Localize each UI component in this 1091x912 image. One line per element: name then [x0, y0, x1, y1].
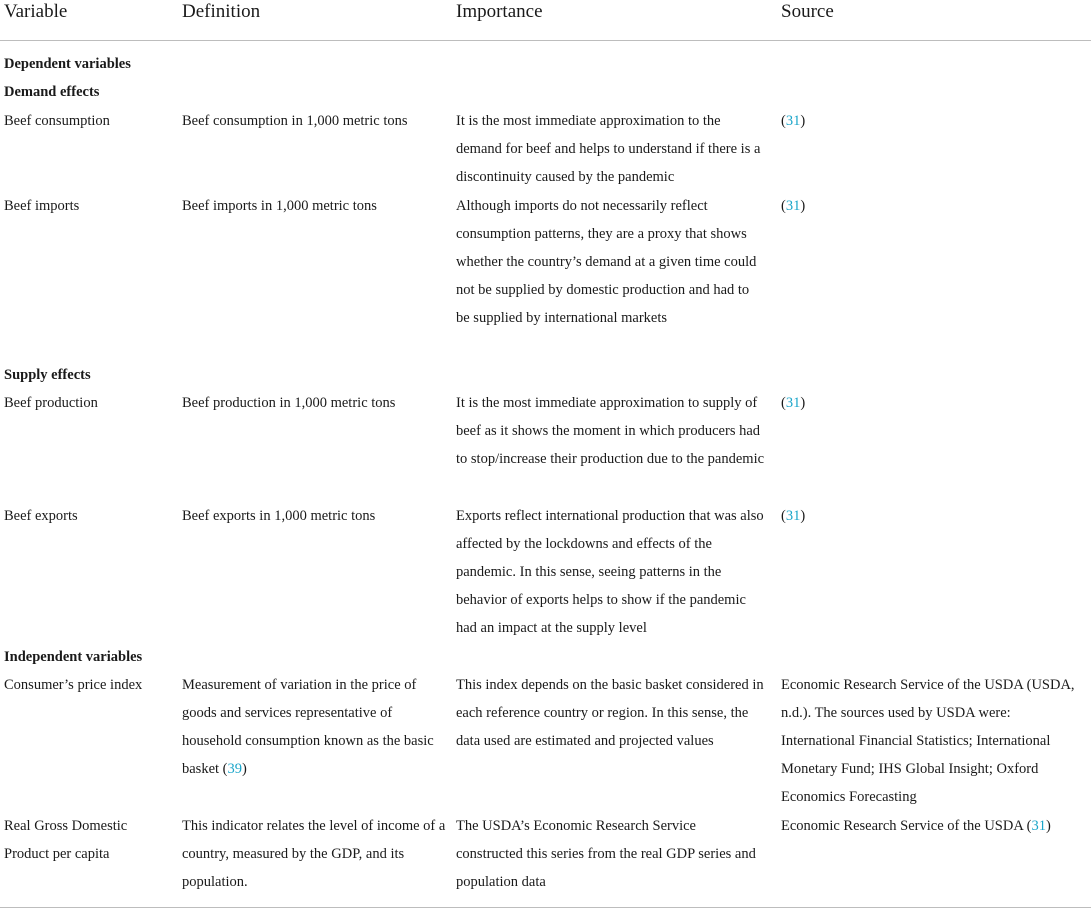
cell-importance: The USDA’s Economic Research Service constructed this series from the real GDP series and population data — [456, 818, 756, 890]
cell-importance: Although imports do not necessarily reflect consumption patterns, they are a proxy that shows whether the country’s demand at a given time could not be supplied by domestic production and had to be supplied by international markets — [456, 198, 757, 326]
table-bottom-rule — [0, 907, 1091, 908]
definition-text: Measurement of variation in the price of goods and services representative of household consumption known as the basic basket ( — [182, 677, 434, 777]
paren-close: ) — [1045, 818, 1051, 834]
cell-definition: This indicator relates the level of income of a country, measured by the GDP, and its population. — [182, 818, 446, 890]
section-dependent-variables: Dependent variables — [4, 56, 131, 72]
section-independent-variables: Independent variables — [4, 649, 143, 665]
cell-definition: Beef consumption in 1,000 metric tons — [182, 113, 408, 129]
reference-link[interactable]: 31 — [785, 508, 801, 524]
header-source: Source — [781, 1, 834, 22]
header-definition: Definition — [182, 1, 261, 22]
section-supply-effects: Supply effects — [4, 367, 91, 383]
cell-importance: It is the most immediate approximation to the demand for beef and helps to understand if there is a discontinuity caused by the pandemic — [456, 113, 761, 185]
header-importance: Importance — [456, 1, 543, 22]
paren-close: ) — [800, 395, 806, 411]
reference-link[interactable]: 31 — [785, 113, 801, 129]
cell-importance: It is the most immediate approximation to supply of beef as it shows the moment in which producers had to stop/increase their production due to the pandemic — [456, 395, 765, 467]
cell-variable: Consumer’s price index — [4, 677, 143, 693]
cell-definition: Beef exports in 1,000 metric tons — [182, 508, 376, 524]
paren-open: ( — [781, 395, 786, 411]
paren-close: ) — [800, 508, 806, 524]
reference-link[interactable]: 31 — [785, 198, 801, 214]
cell-importance: Exports reflect international production that was also affected by the lockdowns and effects of the pandemic. In this sense, seeing patterns in the behavior of exports helps to show if the pandemic had an impact at the supply level — [456, 508, 764, 636]
cell-source — [781, 812, 1086, 840]
table-header-row — [0, 0, 1091, 41]
cell-source: Economic Research Service of the USDA (USDA, n.d.). The sources used by USDA were: International Financial Statistics; International Monetary Fund; IHS Global Insight; Oxford Economics Forecasting — [781, 677, 1075, 805]
cell-source — [781, 502, 1086, 530]
paren-open: ( — [781, 113, 786, 129]
cell-source — [781, 192, 1086, 220]
reference-link[interactable]: 31 — [1031, 818, 1046, 834]
reference-link[interactable]: 39 — [227, 761, 242, 777]
cell-source — [781, 389, 1086, 417]
cell-variable: Beef imports — [4, 198, 80, 214]
cell-variable: Beef consumption — [4, 113, 110, 129]
cell-definition: Beef imports in 1,000 metric tons — [182, 198, 377, 214]
section-demand-effects: Demand effects — [4, 84, 100, 100]
paren-open: ( — [781, 198, 786, 214]
cell-variable: Beef exports — [4, 508, 78, 524]
paren-close: ) — [242, 761, 247, 777]
paren-close: ) — [800, 198, 806, 214]
header-variable: Variable — [4, 1, 68, 22]
source-text: Economic Research Service of the USDA ( — [781, 818, 1032, 834]
cell-importance: This index depends on the basic basket considered in each reference country or region. In this sense, the data used are estimated and projected values — [456, 677, 764, 749]
reference-link[interactable]: 31 — [785, 395, 801, 411]
paren-open: ( — [781, 508, 786, 524]
cell-definition: Beef production in 1,000 metric tons — [182, 395, 396, 411]
cell-source — [781, 107, 1086, 135]
cell-variable: Real Gross Domestic Product per capita — [4, 818, 128, 862]
cell-variable: Beef production — [4, 395, 98, 411]
paren-close: ) — [800, 113, 806, 129]
cell-definition — [182, 671, 447, 783]
